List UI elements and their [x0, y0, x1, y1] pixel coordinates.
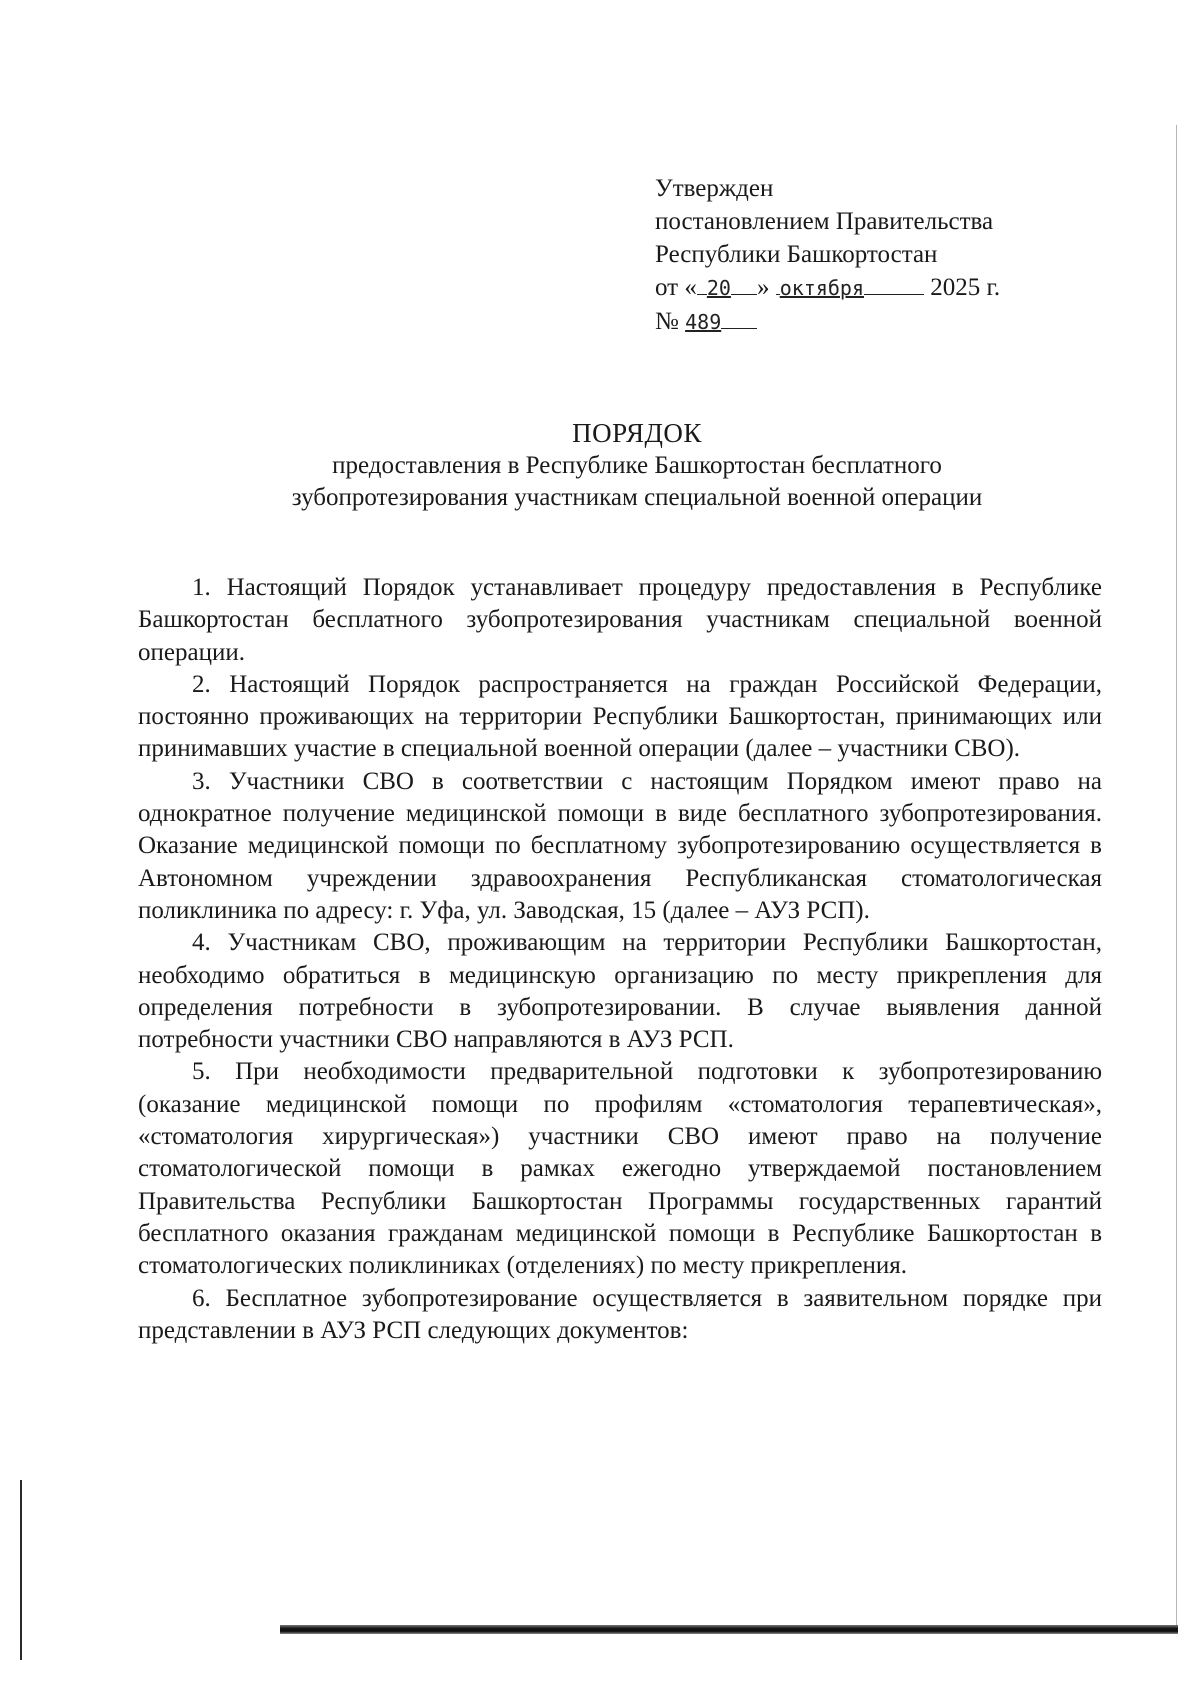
- paragraph-2: 2. Настоящий Порядок распространяется на граждан Российской Федерации, постоянно проживающих на территории Республики Башкортостан, принимающих или принимавших участие в специальной военной операции (далее – участники СВО).: [138, 670, 1102, 763]
- approval-number-line: [655, 305, 1075, 339]
- title-subtitle-line2: зубопротезирования участникам специальной военной операции: [291, 484, 983, 511]
- scan-edge-bottom: [280, 1625, 1178, 1634]
- title-subtitle-line1: предоставления в Республике Башкортостан бесплатного: [332, 452, 942, 479]
- approval-line-approved: Утвержден: [655, 175, 774, 202]
- number-value: 489: [685, 310, 722, 334]
- date-prefix: от «: [655, 274, 697, 301]
- paragraph-3: 3. Участники СВО в соответствии с настоящим Порядком имеют право на однократное получение медицинской помощи в виде бесплатного зубопротезирования. Оказание медицинской помощи по бесплатному зубопротезированию осуществляется в Автономном учреждении здравоохранения Республиканская стоматологическая поликлиника по адресу: г. Уфа, ул. Заводская, 15 (далее – АУЗ РСП).: [138, 767, 1102, 924]
- paragraph-1: 1. Настоящий Порядок устанавливает процедуру предоставления в Республике Башкортостан бесплатного зубопротезирования участникам специальной военной операции.: [138, 574, 1102, 666]
- title-heading: ПОРЯДОК: [572, 418, 702, 448]
- approval-block: [655, 172, 1075, 339]
- document-title: [140, 416, 1134, 514]
- paragraph-6: 6. Бесплатное зубопротезирование осуществляется в заявительном порядке при представлении в АУЗ РСП следующих документов:: [138, 1284, 1102, 1344]
- date-close-quote: »: [756, 274, 770, 301]
- scan-edge-right: [1176, 125, 1177, 1630]
- paragraph-4: 4. Участникам СВО, проживающим на территории Республики Башкортостан, необходимо обратиться в медицинскую организацию по месту прикрепления для определения потребности в зубопротезировании. В случае выявления данной потребности участники СВО направляются в АУЗ РСП.: [138, 929, 1102, 1054]
- date-year: 2025 г.: [930, 274, 1001, 301]
- approval-line-republic: Республики Башкортостан: [655, 241, 938, 268]
- paragraph-5: 5. При необходимости предварительной подготовки к зубопротезированию (оказание медицинской помощи по профилям «стоматология терапевтическая», «стоматология хирургическая») участники СВО имеют право на получение стоматологической помощи в рамках ежегодно утверждаемой постановлением Правительства Республики Башкортостан Программы государственных гарантий бесплатного оказания гражданам медицинской помощи в Республике Башкортостан в стоматологических поликлиниках (отделениях) по месту прикрепления.: [138, 1058, 1102, 1280]
- approval-date-line: [655, 271, 1075, 305]
- approval-line-decree: постановлением Правительства: [655, 208, 994, 235]
- date-day: 20: [706, 276, 731, 300]
- scan-edge-left: [20, 1480, 22, 1660]
- date-month: октября: [779, 276, 864, 300]
- document-body: [138, 572, 1102, 1347]
- number-prefix: №: [655, 308, 679, 335]
